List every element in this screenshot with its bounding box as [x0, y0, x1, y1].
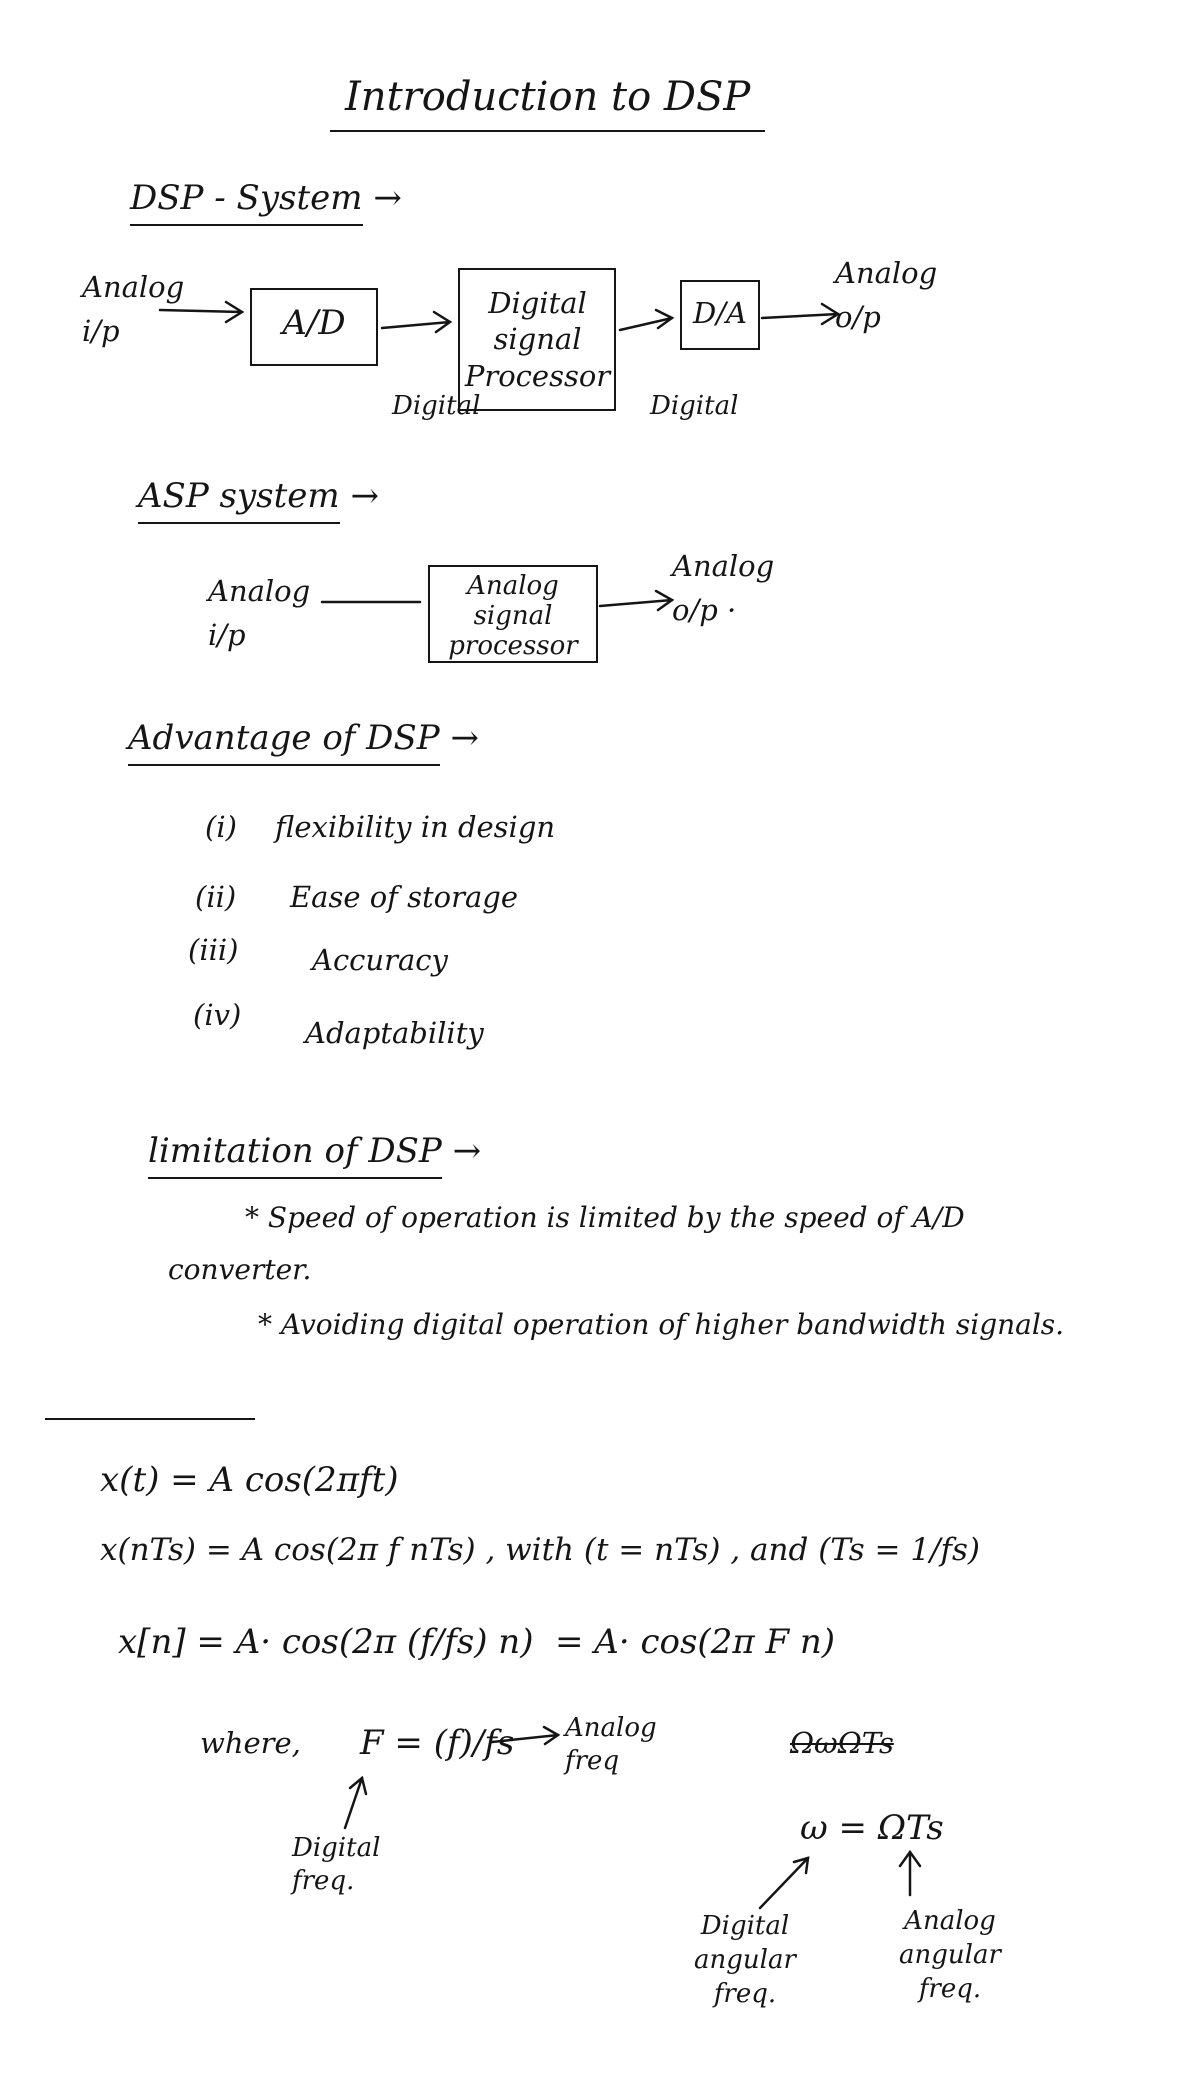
equation-continuous-signal: x(t) = A cos(2πft) [100, 1460, 399, 1500]
dsp-output-label: Analog o/p [835, 256, 938, 334]
arrow-to-omega-ts [900, 1852, 920, 1895]
arrow-to-omega [760, 1858, 808, 1908]
arrow-adc-to-processor [382, 312, 450, 332]
advantages-heading-arrow: → [450, 718, 479, 758]
angular-frequency-equation: ω = ΩTs [800, 1808, 944, 1848]
advantage-marker: (ii) [195, 880, 237, 914]
arrow-input-to-adc [160, 302, 242, 322]
advantage-text: Ease of storage [290, 880, 519, 914]
adc-label: A/D [282, 303, 346, 343]
limitation-point-1-line-2: converter. [168, 1253, 312, 1286]
advantages-heading-text: Advantage of DSP [128, 718, 440, 766]
where-label: where, [200, 1726, 301, 1760]
dsp-system-heading-text: DSP - System [130, 178, 363, 226]
dsp-heading-arrow: → [373, 178, 402, 218]
digital-angular-freq-label: Digital angular freq. [694, 1911, 796, 2009]
digital-label-right: Digital [650, 391, 739, 421]
arrow-asp-to-output [600, 591, 672, 610]
analog-angular-freq-label: Analog angular freq. [899, 1906, 1001, 2004]
advantage-marker: (i) [205, 810, 237, 844]
advantage-text: Accuracy [312, 943, 448, 977]
arrow-processor-to-dac [620, 310, 672, 330]
equation-digital-frequency: = A· cos(2π F n) [555, 1622, 836, 1662]
arrow-to-analog-freq [492, 1727, 558, 1744]
processor-label: Digital signal Processor [464, 286, 611, 393]
equation-sampled-signal: x(nTs) = A cos(2π f nTs) , with (t = nTs) , and (Ts = 1/fs) [100, 1532, 980, 1568]
advantage-marker: (iv) [193, 998, 242, 1032]
analog-freq-label: Analog freq [565, 1713, 657, 1776]
asp-input-label: Analog i/p [208, 574, 311, 652]
equation-discrete-signal: x[n] = A· cos(2π (f/fs) n) [118, 1622, 534, 1662]
struck-out-text: ΩωΩTs [790, 1726, 894, 1760]
advantage-text: Adaptability [305, 1016, 484, 1050]
asp-processor-label: Analog signal processor [448, 571, 578, 661]
limitation-point-1-line-1: * Speed of operation is limited by the speed of A/D [245, 1201, 965, 1234]
arrow-to-digital-freq [345, 1778, 366, 1828]
limitation-point-2: * Avoiding digital operation of higher bandwidth signals. [258, 1308, 1065, 1341]
limitations-heading-text: limitation of DSP [148, 1131, 442, 1179]
dac-label: D/A [693, 296, 747, 330]
limitations-heading-arrow: → [452, 1131, 482, 1171]
digital-label-left: Digital [392, 391, 481, 421]
advantage-marker: (iii) [188, 933, 239, 967]
page-title: Introduction to DSP [345, 74, 751, 120]
arrow-dac-to-output [762, 304, 838, 324]
digital-freq-label: Digital freq. [292, 1833, 381, 1896]
asp-system-heading-text: ASP system [138, 476, 340, 524]
asp-heading-arrow: → [350, 476, 379, 516]
advantage-text: flexibility in design [275, 810, 556, 844]
dsp-input-label: Analog i/p [82, 270, 185, 348]
asp-output-label: Analog o/p · [672, 549, 775, 627]
frequency-definition: F = (f)/fs [360, 1723, 515, 1763]
